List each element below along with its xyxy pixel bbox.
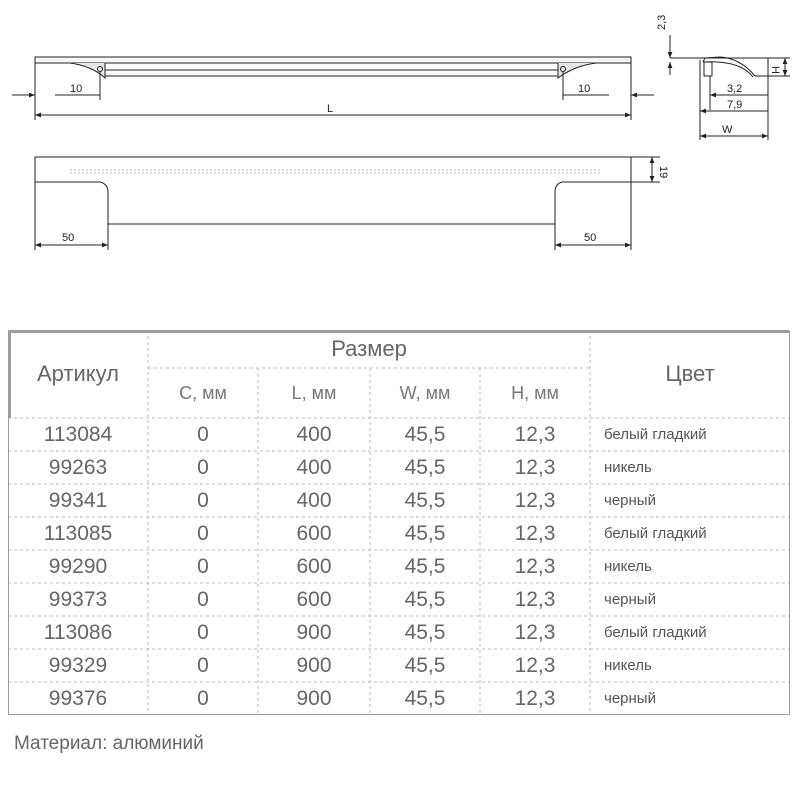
cell-h: 12,3 [514,521,556,545]
cell-article: 113086 [43,620,113,644]
cell-w: 45,5 [404,488,446,512]
cell-color: черный [604,690,656,707]
cell-article: 99373 [48,587,108,611]
cell-c: 0 [197,422,209,446]
cell-l: 400 [296,422,332,446]
cell-h: 12,3 [514,422,556,446]
cell-l: 900 [296,653,332,677]
cell-l: 600 [296,554,332,578]
dim-3-2-label: 3,2 [727,83,743,95]
cell-l: 400 [296,488,332,512]
cell-color: белый гладкий [604,426,707,443]
cell-l: 900 [296,686,332,710]
cell-color: белый гладкий [604,624,707,641]
top-view-right-end [558,63,631,78]
cell-color: белый гладкий [604,525,707,542]
left-offset-label: 10 [70,83,83,95]
header-w-mm: W, мм [399,382,451,403]
cell-article: 99329 [48,653,108,677]
header-color: Цвет [665,361,715,386]
cell-w: 45,5 [404,455,446,479]
right-leg-label: 50 [584,232,597,244]
length-label: L [327,103,334,115]
cell-article: 99263 [48,455,108,479]
left-leg-label: 50 [62,232,75,244]
cell-w: 45,5 [404,686,446,710]
cell-h: 12,3 [514,488,556,512]
cell-l: 600 [296,587,332,611]
cell-color: черный [604,591,656,608]
top-view-left-end [35,63,105,78]
cell-color: никель [604,558,652,575]
cell-w: 45,5 [404,587,446,611]
cell-c: 0 [197,587,209,611]
cell-article: 99376 [48,686,108,710]
cell-color: никель [604,657,652,674]
front-view-outline [35,157,631,224]
cell-c: 0 [197,488,209,512]
header-l-mm: L, мм [291,382,337,403]
cell-l: 900 [296,620,332,644]
width-label: W [722,124,733,136]
thickness-label: 2,3 [656,14,668,30]
cell-article: 113085 [43,521,113,545]
header-article: Артикул [36,361,120,386]
cell-h: 12,3 [514,653,556,677]
cell-h: 12,3 [514,455,556,479]
cell-w: 45,5 [404,521,446,545]
header-c-mm: С, мм [179,382,227,403]
right-offset-label: 10 [578,83,591,95]
top-view-plate [35,57,631,63]
cell-l: 600 [296,521,332,545]
dim-7-9-label: 7,9 [727,99,743,111]
cell-c: 0 [197,653,209,677]
cell-article: 99290 [48,554,108,578]
specification-table [8,330,790,715]
cell-h: 12,3 [514,554,556,578]
cell-color: никель [604,459,652,476]
cell-l: 400 [296,455,332,479]
cell-color: черный [604,492,656,509]
cell-w: 45,5 [404,554,446,578]
cell-article: 113084 [43,422,113,446]
cell-c: 0 [197,521,209,545]
cell-w: 45,5 [404,653,446,677]
header-size: Размер [331,336,407,361]
material-note: Материал: алюминий [14,733,204,754]
cell-c: 0 [197,455,209,479]
cell-h: 12,3 [514,587,556,611]
cell-w: 45,5 [404,422,446,446]
front-view [35,157,660,250]
cell-c: 0 [197,554,209,578]
cell-article: 99341 [48,488,108,512]
cell-c: 0 [197,686,209,710]
cell-h: 12,3 [514,686,556,710]
height-label: H [769,66,781,74]
cell-h: 12,3 [514,620,556,644]
cell-c: 0 [197,620,209,644]
cell-w: 45,5 [404,620,446,644]
front-height-label: 19 [657,166,669,179]
header-h-mm: H, мм [511,382,559,403]
technical-drawing [0,0,800,300]
